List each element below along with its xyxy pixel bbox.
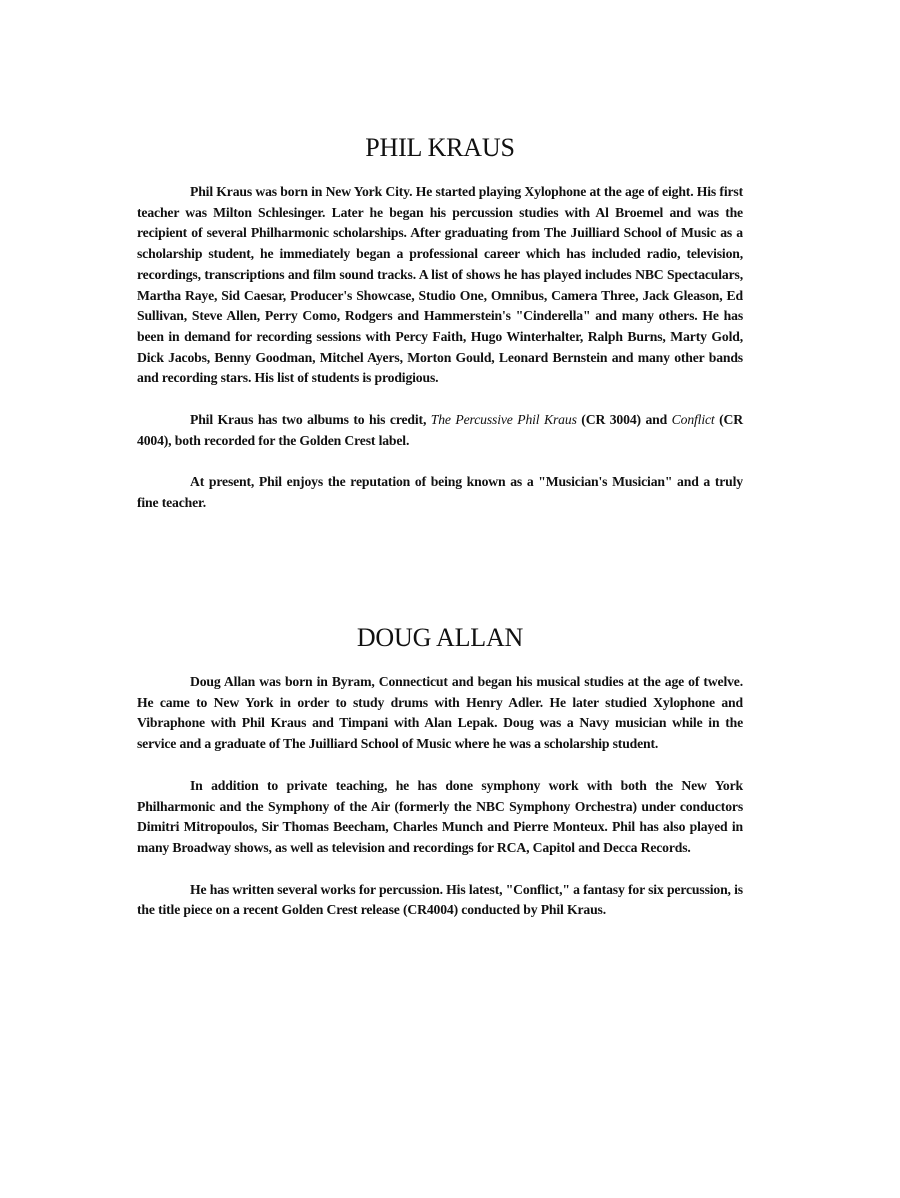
- bio-heading: DOUG ALLAN: [356, 623, 524, 652]
- albums-outro-text: (CR 4004), both recorded for the Golden Crest label.: [137, 412, 743, 448]
- bio-section-phil-kraus: [137, 130, 743, 535]
- album-title: Conflict: [671, 412, 715, 428]
- album-title: The Percussive Phil Kraus: [430, 412, 577, 428]
- bio-paragraph: He has written several works for percussion. His latest, "Conflict," a fantasy for six percussion, is the title piece on a recent Golden Crest release (CR4004) conducted by Phil Kraus.: [137, 881, 743, 918]
- bio-section-doug-allan: [137, 620, 743, 942]
- bio-paragraph: Phil Kraus was born in New York City. He started playing Xylophone at the age of eight. His first teacher was Milton Schlesinger. Later he began his percussion studies with Al Broemel and was the recipient of several Philharmonic scholarships. After graduating from The Juilliard School of Music as a scholarship student, he immediately began a professional career which has included radio, television, recordings, transcriptions and film sound tracks. A list of shows he has played includes NBC Spectaculars, Martha Raye, Sid Caesar, Producer's Showcase, Studio One, Omnibus, Camera Three, Jack Gleason, Ed Sullivan, Steve Allen, Perry Como, Rodgers and Hammerstein's "Cinderella" and many others. He has been in demand for recording sessions with Percy Faith, Hugo Winterhalter, Ralph Burns, Marty Gold, Dick Jacobs, Benny Goodman, Mitchel Ayers, Morton Gould, Leonard Bernstein and many other bands and recording stars. His list of students is prodigious.: [137, 184, 743, 386]
- albums-mid-text: (CR 3004) and: [576, 412, 672, 428]
- bio-paragraph: At present, Phil enjoys the reputation of being known as a "Musician's Musician" and a truly fine teacher.: [137, 474, 743, 511]
- bio-paragraph-albums: [137, 410, 743, 451]
- albums-intro-text: Phil Kraus has two albums to his credit,: [190, 412, 431, 428]
- bio-heading: PHIL KRAUS: [365, 133, 515, 162]
- bio-paragraph: In addition to private teaching, he has done symphony work with both the New York Philharmonic and the Symphony of the Air (formerly the NBC Symphony Orchestra) under conductors Dimitri Mitropoulos, Sir Thomas Beecham, Charles Munch and Pierre Monteux. Phil has also played in many Broadway shows, as well as television and recordings for RCA, Capitol and Decca Records.: [137, 777, 743, 855]
- bio-paragraph: Doug Allan was born in Byram, Connecticut and began his musical studies at the age of twelve. He came to New York in order to study drums with Henry Adler. He later studied Xylophone and Vibraphone with Phil Kraus and Timpani with Alan Lepak. Doug was a Navy musician while in the service and a graduate of The Juilliard School of Music where he was a scholarship student.: [137, 674, 743, 752]
